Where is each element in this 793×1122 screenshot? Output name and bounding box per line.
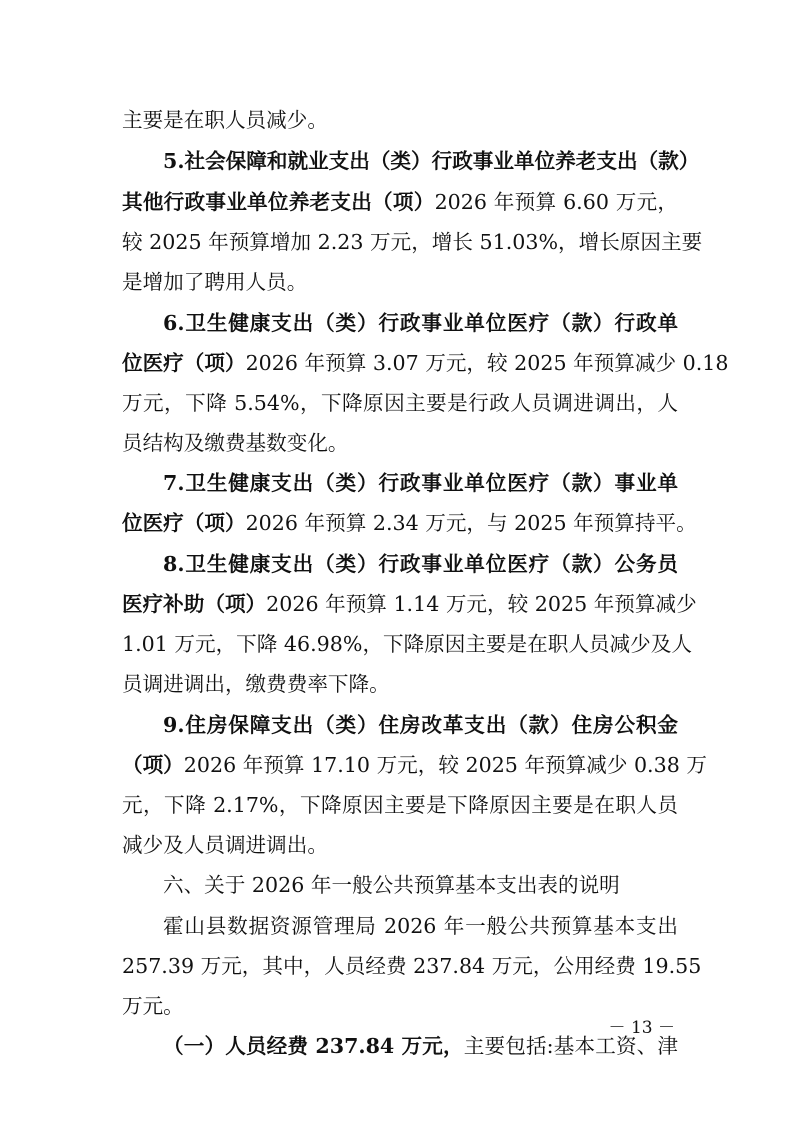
- text-line: 主要是在职人员减少。: [122, 108, 328, 132]
- text-line: 较 2025 年预算增加 2.23 万元，增长 51.03%，增长原因主要: [122, 230, 703, 254]
- text-line: （项）2026 年预算 17.10 万元，较 2025 年预算减少 0.38 万: [122, 753, 707, 777]
- text-line: 万元。: [122, 994, 184, 1018]
- text-line: 位医疗（项）2026 年预算 2.34 万元，与 2025 年预算持平。: [122, 511, 697, 535]
- text-line: 6.卫生健康支出（类）行政事业单位医疗（款）行政单: [163, 311, 678, 335]
- text-line: 医疗补助（项）2026 年预算 1.14 万元，较 2025 年预算减少: [122, 592, 697, 616]
- section-heading: 六、关于 2026 年一般公共预算基本支出表的说明: [163, 873, 620, 897]
- text-line: 员结构及缴费基数变化。: [122, 431, 349, 455]
- text-line: 257.39 万元，其中，人员经费 237.84 万元，公用经费 19.55: [122, 954, 702, 978]
- text-line: 8.卫生健康支出（类）行政事业单位医疗（款）公务员: [163, 552, 678, 576]
- page-number: － 13 －: [608, 1018, 675, 1038]
- text-line: （一）人员经费 237.84 万元，主要包括:基本工资、津: [163, 1034, 679, 1058]
- text-line: 5.社会保障和就业支出（类）行政事业单位养老支出（款）: [163, 149, 700, 173]
- text-line: 其他行政事业单位养老支出（项）2026 年预算 6.60 万元，: [122, 190, 678, 214]
- text-line: 1.01 万元，下降 46.98%，下降原因主要是在职人员减少及人: [122, 632, 692, 656]
- text-line: 9.住房保障支出（类）住房改革支出（款）住房公积金: [163, 713, 678, 737]
- text-line: 是增加了聘用人员。: [122, 270, 308, 294]
- text-line: 元，下降 2.17%，下降原因主要是下降原因主要是在职人员: [122, 793, 678, 817]
- text-line: 位医疗（项）2026 年预算 3.07 万元，较 2025 年预算减少 0.18: [122, 351, 729, 375]
- text-line: 减少及人员调进调出。: [122, 833, 328, 857]
- text-line: 万元，下降 5.54%，下降原因主要是行政人员调进调出，人: [122, 391, 678, 415]
- text-line: 霍山县数据资源管理局 2026 年一般公共预算基本支出: [163, 914, 678, 938]
- document-page: [122, 0, 729, 1122]
- text-line: 员调进调出，缴费费率下降。: [122, 672, 390, 696]
- text-line: 7.卫生健康支出（类）行政事业单位医疗（款）事业单: [163, 471, 678, 495]
